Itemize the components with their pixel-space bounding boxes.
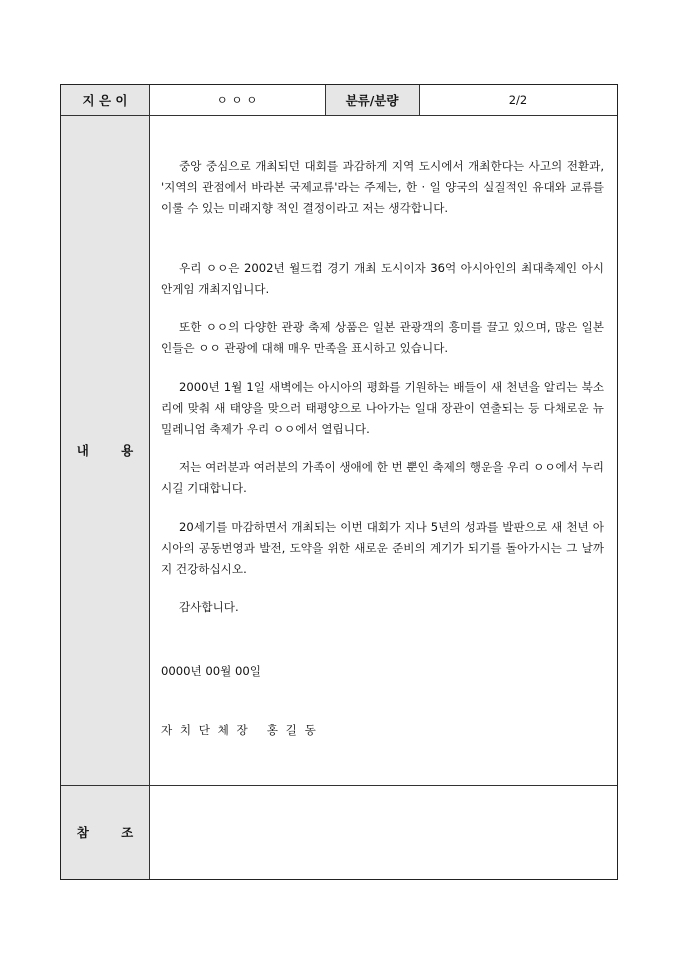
author-value: ㅇ ㅇ ㅇ (216, 93, 258, 107)
paragraph: 20세기를 마감하면서 개최되는 이번 대회가 지나 5년의 성과를 발판으로 새 천년 아시아의 공동번영과 발전, 도약을 위한 새로운 준비의 계기가 되기를 돌아가시는 그 날까지 건강하십시오. (161, 520, 604, 576)
reference-label: 참 조 (61, 785, 149, 879)
paragraph: 2000년 1월 1일 새벽에는 아시아의 평화를 기원하는 배들이 새 천년을 알리는 북소리에 맞춰 새 태양을 맞으러 태평양으로 나아가는 일대 장관이 연출되는 등 다채로운 뉴 밀레니엄 축제가 우리 ㅇㅇ에서 열립니다. (161, 380, 604, 436)
content-label: 내 용 (61, 115, 149, 785)
signature: 자 치 단 체 장 홍 길 동 (161, 723, 318, 737)
grid-line (149, 85, 150, 879)
document-date: 0000년 00월 00일 (161, 664, 261, 678)
category-label: 분류/분량 (325, 85, 419, 115)
paragraph: 중앙 중심으로 개최되던 대회를 과감하게 지역 도시에서 개최한다는 사고의 전환과, '지역의 관점에서 바라본 국제교류'라는 주제는, 한 · 일 양국의 실질적인 유대와 교류를 이룰 수 있는 미래지향 적인 결정이라고 저는 생각합니다. (161, 159, 604, 215)
paragraph: 또한 ㅇㅇ의 다양한 관광 축제 상품은 일본 관광객의 흥미를 끌고 있으며, 많은 일본인들은 ㅇㅇ 관광에 대해 매우 만족을 표시하고 있습니다. (161, 320, 604, 355)
grid-line (61, 115, 617, 116)
paragraph: 감사합니다. (179, 600, 239, 614)
paragraph: 우리 ㅇㅇ은 2002년 월드컵 경기 개최 도시이자 36억 아시아인의 최대축제인 아시안게임 개최지입니다. (161, 261, 604, 296)
paragraph: 저는 여러분과 여러분의 가족이 생애에 한 번 뿐인 축제의 행운을 우리 ㅇㅇ에서 누리시길 기대합니다. (161, 460, 605, 495)
author-label: 지 은 이 (61, 85, 149, 115)
content-body (149, 115, 617, 785)
grid-line (419, 85, 420, 115)
document-form (60, 84, 618, 880)
grid-line (61, 785, 617, 786)
category-value: 2/2 (508, 93, 528, 107)
reference-value (149, 785, 617, 879)
grid-line (325, 85, 326, 115)
